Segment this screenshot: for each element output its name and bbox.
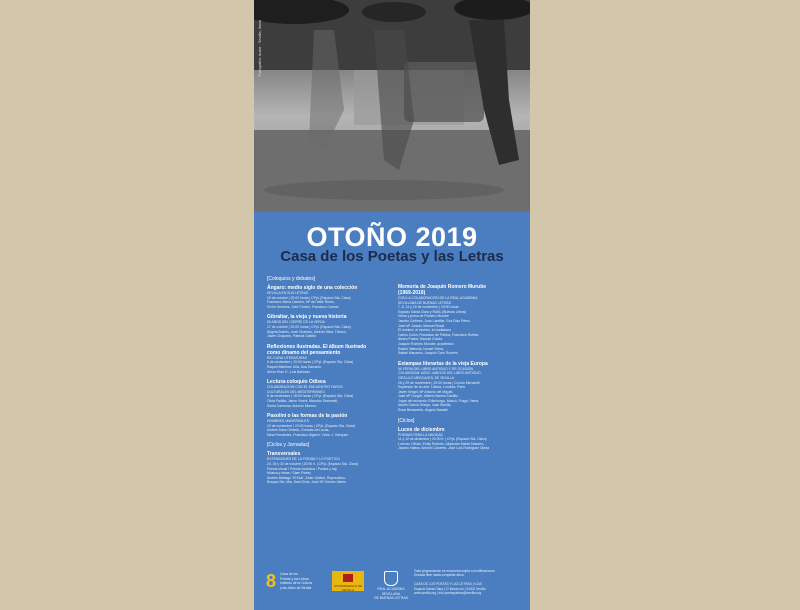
page-subtitle: Casa de los Poetas y las Letras: [280, 248, 504, 265]
event-item: [267, 413, 395, 437]
event-detail-line: 50 AÑOS DEL CIERRE DE LA VERJA: [267, 320, 325, 325]
logo-text-line: y las Artes de Sevilla: [280, 585, 312, 590]
event-title-cont: (1969-2019): [398, 290, 426, 296]
footer-info-line: Entrada libre hasta completar aforo.: [414, 573, 465, 578]
event-item: [398, 284, 526, 356]
event-detail-line: Esplendor de la urbe: Lisboa, Londres, París: [398, 385, 466, 390]
event-title: Memoria de Joaquín Romero Murube: [398, 284, 487, 290]
event-detail-line: 11 y 12 de diciembre | 20:00 h. | CPyL (Espacio Sta. Clara): [398, 437, 487, 442]
event-title: Gibraltar, la vieja y nueva historia: [267, 314, 347, 321]
poster: [254, 0, 530, 610]
event-detail-line: COLABORAN: ASOC. AMIGOS DEL LIBRO ANTIGUO,: [398, 371, 482, 376]
page-title: OTOÑO 2019: [306, 222, 478, 252]
event-detail-line: Sonia Carmona, Antonio Moreno: [267, 403, 317, 408]
event-title: Luces de diciembre: [398, 426, 445, 433]
event-detail-line: José Mª Jurado, Manuel Rosal: [398, 323, 445, 328]
event-title: Reflexiones ilustradas. El álbum ilustrado: [267, 343, 367, 350]
event-title: Pasolini o las formas de la pasión: [267, 413, 348, 420]
photo-illustration: [254, 0, 530, 212]
footer-info: [414, 569, 524, 595]
event-detail-line: 24, 26 y 30 de octubre | 20:00 h. | CPyL (Espacio Sta. Clara): [267, 462, 358, 467]
photo-credit: Fotografía: Autor · Sevilla, lluvia: [257, 20, 262, 77]
event-detail-line: Bosque Nix, Mar, Dani Orvis, José Mª Gómez Valero: [267, 480, 347, 485]
event-detail-line: Joyas del recuerdo: Edimburgo, Moscú, Praga, Viena: [398, 398, 479, 403]
event-detail-line: SEVILLANA DE BUENAS LETRAS: [398, 300, 451, 305]
ayuntamiento-logo-icon: [332, 571, 364, 591]
event-detail-line: XII FERIA DEL LIBRO ANTIGUO Y DE OCASIÓN: [398, 366, 473, 371]
event-detail-line: Jacobo Valera, Antonio Cáceres, José Luis Rodríguez Ojeda: [398, 446, 489, 451]
event-detail-line: Joaquín Romero Murube, académico: [398, 341, 454, 346]
event-item: [398, 361, 526, 413]
footer-info-line: Toda programación se encuentra sujeta a modificaciones.: [414, 569, 496, 573]
academia-crest-icon: [384, 571, 398, 586]
event-detail-line: Andrés Sanz Olmedo, Gonzalo de Lucas,: [267, 428, 330, 433]
section-label-ciclos: [Ciclos]: [398, 417, 415, 424]
left-events-2: [267, 451, 395, 485]
event-detail-line: Carlos Colón, Francisco de Pablos, Francisco Robles,: [398, 332, 480, 337]
rainy-street-photo: [254, 0, 530, 212]
logo-text-line: Casa de los: [280, 572, 298, 576]
event-detail-line: Rafael Manzano, Joaquín Caro Romero: [398, 351, 458, 356]
right-events-2: [398, 427, 526, 451]
event-detail-line: 15 de octubre | 20:00 horas | CPyL (Espacio Sta. Clara): [267, 295, 351, 300]
ayuntamiento-caption: AYUNTAMIENTO DE SEVILLA: [333, 584, 363, 592]
event-title: Estampas literarias de la vieja Europa: [398, 360, 488, 367]
event-item: [267, 344, 395, 374]
event-detail-line: COLABORACIÓN CON EL ENCUENTRO FAROS: [267, 385, 343, 390]
event-detail-line: CÍRCULO MERCANTIL DE SEVILLA: [398, 375, 455, 380]
crest-caption-line: REAL ACADEMIA SEVILLANA: [377, 587, 405, 596]
event-detail-line: 6 de noviembre | 19:00 horas | CPyL (Espacio Sta. Clara): [267, 360, 354, 365]
event-detail-line: RE-Y-UNA LITERATURAS: [267, 355, 307, 360]
left-events-1: [267, 285, 395, 437]
event-detail-line: SEVILLA EN SUS LETRAS: [267, 291, 309, 295]
event-title: Lectura-coloquio Odisea: [267, 379, 326, 386]
event-item: [267, 379, 395, 408]
event-detail-line: 7, 8, 14 y 15 de noviembre | 19:00 horas: [398, 305, 459, 310]
event-detail-line: Rafael Valencia, Ismael Yebra,: [398, 346, 444, 351]
event-detail-line: Poesía visual / Poesía escénica / Poesía y rap: [267, 466, 337, 471]
event-detail-line: Rosa Benavente, Ángelo Barsabi: [398, 408, 448, 413]
event-detail-line: HOMBRES UNIVERSALES: [267, 419, 309, 424]
crest-caption-line: DE BUENAS LETRAS: [374, 596, 408, 601]
event-detail-line: Música y letras / Slam Poetry: [267, 471, 311, 476]
section-label-ciclos-jornadas: [Ciclos y Jornadas]: [267, 442, 310, 449]
ayuntamiento-mark: [343, 574, 353, 582]
event-detail-line: Raquel Martínez Uña, Ana Garralón,: [267, 364, 322, 369]
event-detail-line: 8 de noviembre | 18:00 horas | CPyL (Espacio Sta. Clara): [267, 394, 354, 399]
logo-text-line: Poetas y las Letras: [280, 576, 309, 581]
event-detail-line: Verso y prosa de Romero Murube: [398, 314, 449, 319]
footer-info-line: CASA DE LOS POETAS Y LAS LETRAS | ICAS: [414, 582, 482, 587]
event-item: [267, 314, 395, 338]
event-detail-line: 28 y 29 de noviembre | 19:00 horas | Círculo Mercantil: [398, 380, 480, 385]
event-detail-line: Francisco Mena Cantero, Mª del Valle Rubio,: [267, 300, 335, 305]
event-detail-line: José Mª Conget, Alberto Marina Castillo: [398, 394, 458, 399]
event-detail-line: Adolfo García Ortega, Juan Bonilla,: [398, 403, 452, 408]
footer: [254, 563, 530, 610]
footer-info-line: Espacio Santa Clara | C/ Becas s/n | 41002 Sevilla: [414, 586, 486, 591]
event-item: [267, 285, 395, 309]
event-detail-line: Andrés Babiago 'El Kick', Ester Gallver, Reposoidos,: [267, 475, 346, 480]
logo-text-line: Instituto de la Cultura: [280, 581, 313, 586]
event-detail-line: Lorenzo Oliván, Emily Roberts, Alejandra Martín Navarro,: [398, 441, 485, 446]
left-column: [267, 276, 395, 490]
event-detail-line: Arturo Ruiz S., Luis Barbado: [267, 369, 310, 374]
event-detail-line: Espacio Santa Clara y RABL (Buenas Letras): [398, 309, 467, 314]
event-title-cont: como dinamo del pensamiento: [267, 349, 341, 356]
event-detail-line: POEMAS PARA LA NAVIDAD: [398, 432, 443, 437]
event-detail-line: El hombre, el escritor, el ciudadano: [398, 328, 451, 333]
event-detail-line: CULTURALES DEL MEDITERRÁNEO: [267, 389, 325, 394]
event-detail-line: Olvía Padilla, Jaime Vicent, Mauricio Stammeli,: [267, 398, 338, 403]
academia-caption: [370, 587, 412, 601]
event-detail-line: Víctor Jiménez, José Cenizo, Francisco Carmel: [267, 304, 339, 309]
right-events-1: [398, 284, 526, 413]
event-detail-line: Javier Vergel, Mª Antonio del Miguel,: [398, 389, 454, 394]
event-title: Ángaro: medio siglo de una colección: [267, 285, 358, 291]
event-detail-line: 19 de noviembre | 19:00 horas | CPyL (Espacio Sta. Clara): [267, 423, 356, 428]
event-detail-line: CON LA COLABORACIÓN DE LA REAL ACADEMIA: [398, 296, 478, 300]
footer-info-line: www.sevilla.org | info.poetasyletras@sevilla.org: [414, 591, 482, 596]
event-item: [398, 427, 526, 451]
section-label-coloquios: [Coloquios y debates]: [267, 276, 316, 282]
event-detail-line: Mina Fernández, Francisco Algarín, Víctor J. Vázquez: [267, 432, 349, 437]
event-detail-line: EXTENSIONES DE LA POESÍA Y LO POÉTICO: [267, 457, 340, 462]
casa-poetas-logo-icon: 8: [266, 571, 277, 591]
casa-poetas-logo-text: [280, 572, 320, 590]
event-detail-line: Ángela Bulnes, José Chamizo, Alberto Silva, Tiziano,: [267, 329, 347, 334]
event-detail-line: 17 de octubre | 20:00 horas | CPyL (Espacio Sta. Clara): [267, 324, 351, 329]
event-detail-line: Jacobo Cortines, Juan Lamillar, Eva Díaz Pérez,: [398, 318, 471, 323]
event-title: Transversales: [267, 451, 301, 458]
event-item: [267, 451, 395, 485]
event-detail-line: Álvaro Pastor, Manuel Gracia: [398, 337, 443, 342]
event-detail-line: Javier Chaparro, Patricia Galdós: [267, 334, 316, 339]
right-column: [398, 276, 526, 456]
